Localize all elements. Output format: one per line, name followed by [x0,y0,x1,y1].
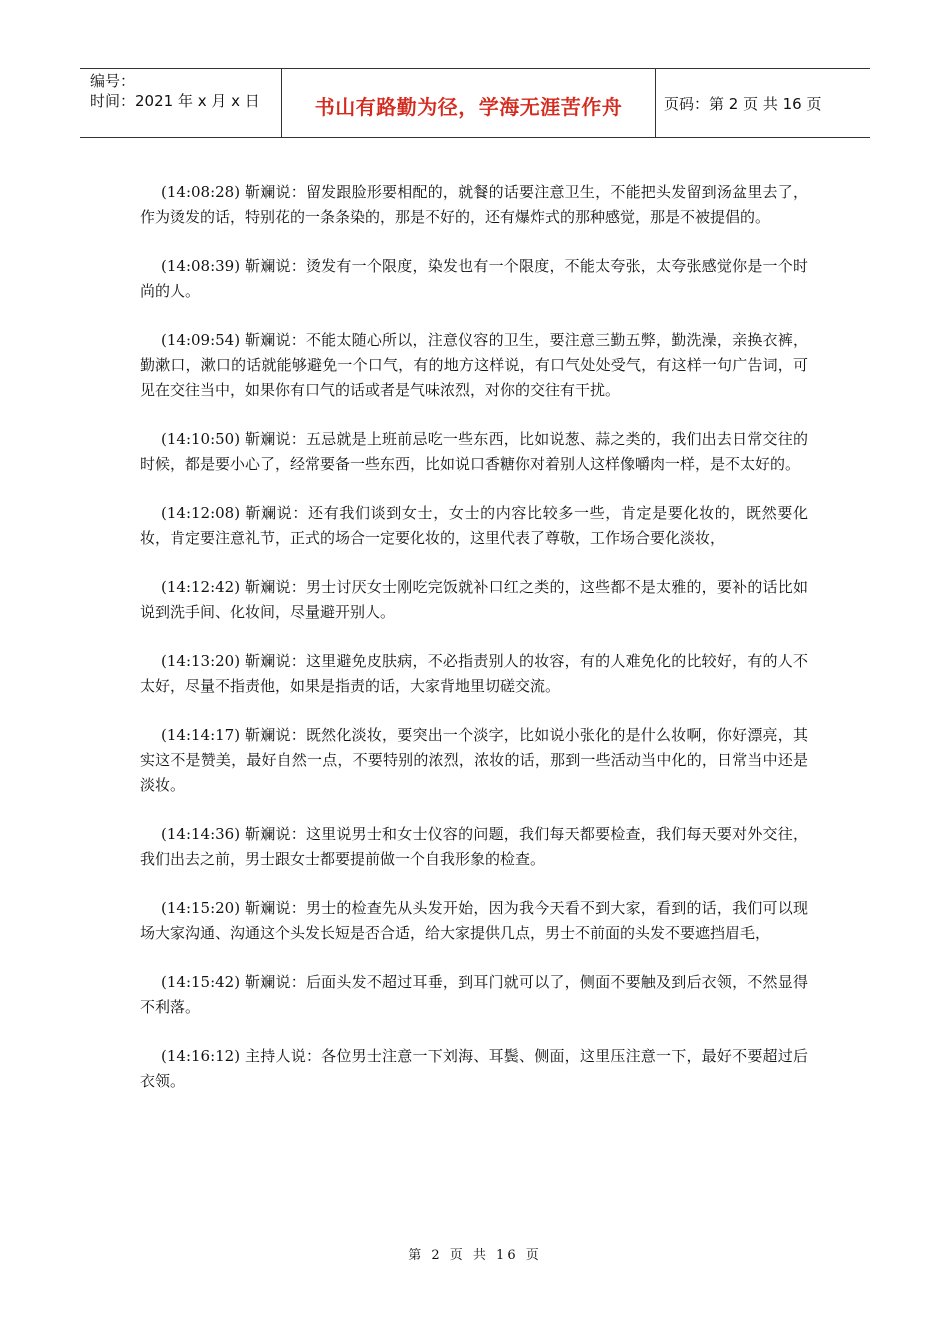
page-footer [0,1244,950,1263]
paragraph: (14:12:42) 靳斓说：男士讨厌女士刚吃完饭就补口红之类的，这些都不是太雅的，要补的话比如说到洗手间、化妆间，尽量避开别人。 [140,578,808,621]
paragraph: (14:12:08) 靳斓说：还有我们谈到女士，女士的内容比较多一些，肯定是要化妆的，既然要化妆，肯定要注意礼节，正式的场合一定要化妆的，这里代表了尊敬，工作场合要化淡妆， [140,504,808,547]
footer-page-number: 第 2 页 共 16 页 [408,1248,542,1263]
header-page-info-cell [656,69,870,137]
paragraph: (14:09:54) 靳斓说：不能太随心所以，注意仪容的卫生，要注意三勤五弊，勤洗澡，亲换衣裤，勤漱口，漱口的话就能够避免一个口气，有的地方这样说，有口气处处受气，有这样一句广告词，可见在交往当中，如果你有口气的话或者是气味浓烈，对你的交往有干扰。 [140,331,808,399]
paragraph: (14:15:42) 靳斓说：后面头发不超过耳垂，到耳门就可以了，侧面不要触及到后衣领，不然显得不利落。 [140,973,808,1016]
paragraph: (14:16:12) 主持人说：各位男士注意一下刘海、耳鬓、侧面，这里压注意一下，最好不要超过后衣领。 [140,1047,808,1090]
paragraph: (14:08:28) 靳斓说：留发跟脸形要相配的，就餐的话要注意卫生，不能把头发留到汤盆里去了，作为烫发的话，特别花的一条条染的，那是不好的，还有爆炸式的那种感觉，那是不被提倡的。 [140,183,808,226]
paragraph: (14:13:20) 靳斓说：这里避免皮肤病，不必指责别人的妆容，有的人难免化的比较好，有的人不太好，尽量不指责他，如果是指责的话，大家背地里切磋交流。 [140,652,808,695]
header-motto-cell [282,69,656,137]
paragraph: (14:08:39) 靳斓说：烫发有一个限度，染发也有一个限度，不能太夸张，太夸张感觉你是一个时尚的人。 [140,257,808,300]
paragraph: (14:14:17) 靳斓说：既然化淡妆，要突出一个淡字，比如说小张化的是什么妆啊，你好漂亮，其实这不是赞美，最好自然一点，不要特别的浓烈，浓妆的话，那到一些活动当中化的，日常当中还是淡妆。 [140,726,808,794]
number-label: 编号： [90,72,136,90]
paragraph: (14:10:50) 靳斓说：五忌就是上班前忌吃一些东西，比如说葱、蒜之类的，我们出去日常交往的时候，都是要小心了，经常要备一些东西，比如说口香糖你对着别人这样像嚼肉一样，是不太好的。 [140,430,808,473]
page-info: 页码：第 2 页 共 16 页 [664,94,822,113]
paragraph: (14:15:20) 靳斓说：男士的检查先从头发开始，因为我今天看不到大家，看到的话，我们可以现场大家沟通、沟通这个头发长短是否合适，给大家提供几点，男士不前面的头发不要遮挡眉毛， [140,899,808,942]
motto-text: 书山有路勤为径，学海无涯苦作舟 [314,94,623,119]
time-label: 时间：2021 年 x 月 x 日 [90,92,260,110]
paragraph: (14:14:36) 靳斓说：这里说男士和女士仪容的问题，我们每天都要检查，我们每天要对外交往，我们出去之前，男士跟女士都要提前做一个自我形象的检查。 [140,825,808,868]
document-body [140,180,808,1118]
header-meta [80,69,282,137]
page-header [80,68,870,138]
